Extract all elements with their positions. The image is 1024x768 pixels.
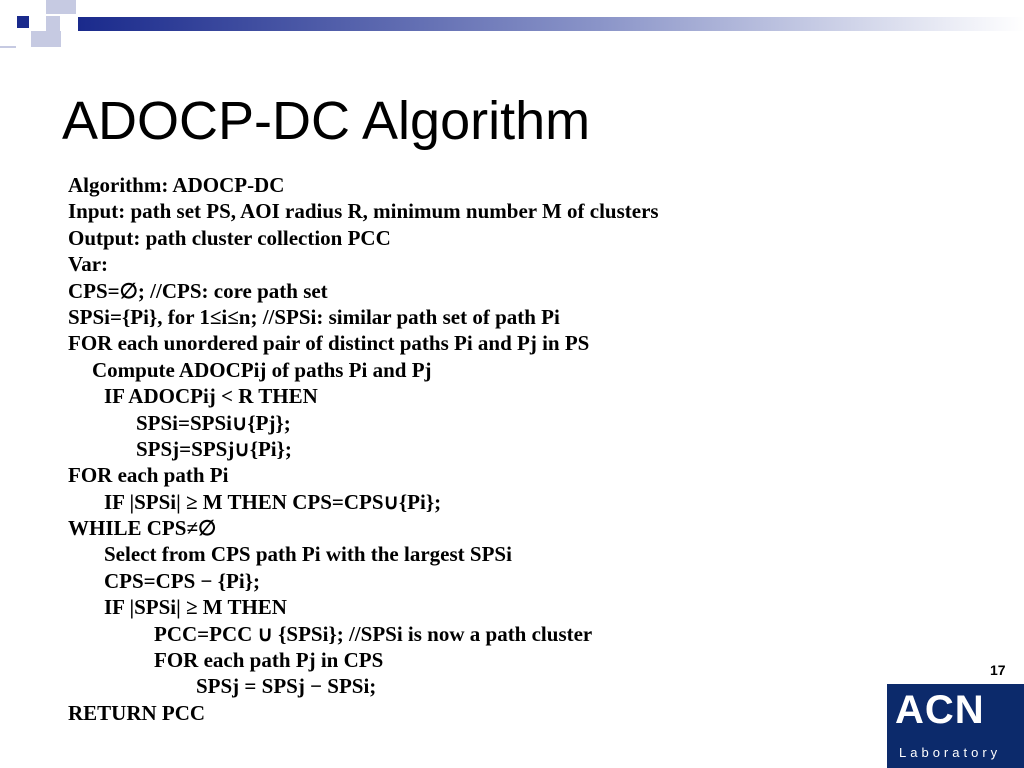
deco-square xyxy=(46,16,60,31)
algo-line: FOR each path Pj in CPS xyxy=(154,648,384,673)
algo-line: Input: path set PS, AOI radius R, minimum number M of clusters xyxy=(68,199,659,224)
algorithm-pseudocode xyxy=(68,172,998,726)
deco-square xyxy=(0,46,16,48)
algo-line: CPS=∅; //CPS: core path set xyxy=(68,278,328,303)
algo-line: Select from CPS path Pi with the largest SPSi xyxy=(104,542,512,567)
logo-acn-text: ACN xyxy=(895,688,985,732)
algo-line: IF |SPSi| ≥ M THEN CPS=CPS∪{Pi}; xyxy=(104,489,442,514)
algo-line: Compute ADOCPij of paths Pi and Pj xyxy=(92,357,432,382)
algo-line: Algorithm: ADOCP-DC xyxy=(68,173,285,197)
deco-square xyxy=(17,16,29,28)
algo-line: SPSi=SPSi∪{Pj}; xyxy=(136,410,291,435)
slide-title: ADOCP-DC Algorithm xyxy=(62,91,591,151)
algo-line: SPSj=SPSj∪{Pi}; xyxy=(136,436,292,461)
algo-line: Var: xyxy=(68,252,109,277)
algo-line: SPSi={Pi}, for 1≤i≤n; //SPSi: similar path set of path Pi xyxy=(68,304,560,329)
acn-lab-logo xyxy=(887,684,1024,768)
logo-laboratory-text: Laboratory xyxy=(899,745,1002,760)
algo-line: SPSj = SPSj − SPSi; xyxy=(196,674,377,699)
algo-line: RETURN PCC xyxy=(68,700,206,725)
deco-square xyxy=(46,31,61,47)
algo-line: FOR each unordered pair of distinct paths Pi and Pj in PS xyxy=(68,331,590,356)
corner-decoration xyxy=(0,0,1024,48)
deco-square xyxy=(31,31,46,47)
algo-line: IF |SPSi| ≥ M THEN xyxy=(104,595,287,620)
algo-line: Output: path cluster collection PCC xyxy=(68,225,391,250)
algo-line: PCC=PCC ∪ {SPSi}; //SPSi is now a path cluster xyxy=(154,621,593,646)
algo-line: CPS=CPS − {Pi}; xyxy=(104,568,260,593)
header-gradient-bar xyxy=(78,17,1024,31)
deco-square xyxy=(62,0,76,14)
algo-line: WHILE CPS≠∅ xyxy=(68,516,217,541)
deco-square xyxy=(46,0,62,14)
algo-line: IF ADOCPij < R THEN xyxy=(104,384,318,409)
page-number: 17 xyxy=(990,662,1006,678)
algo-line: FOR each path Pi xyxy=(68,463,229,488)
